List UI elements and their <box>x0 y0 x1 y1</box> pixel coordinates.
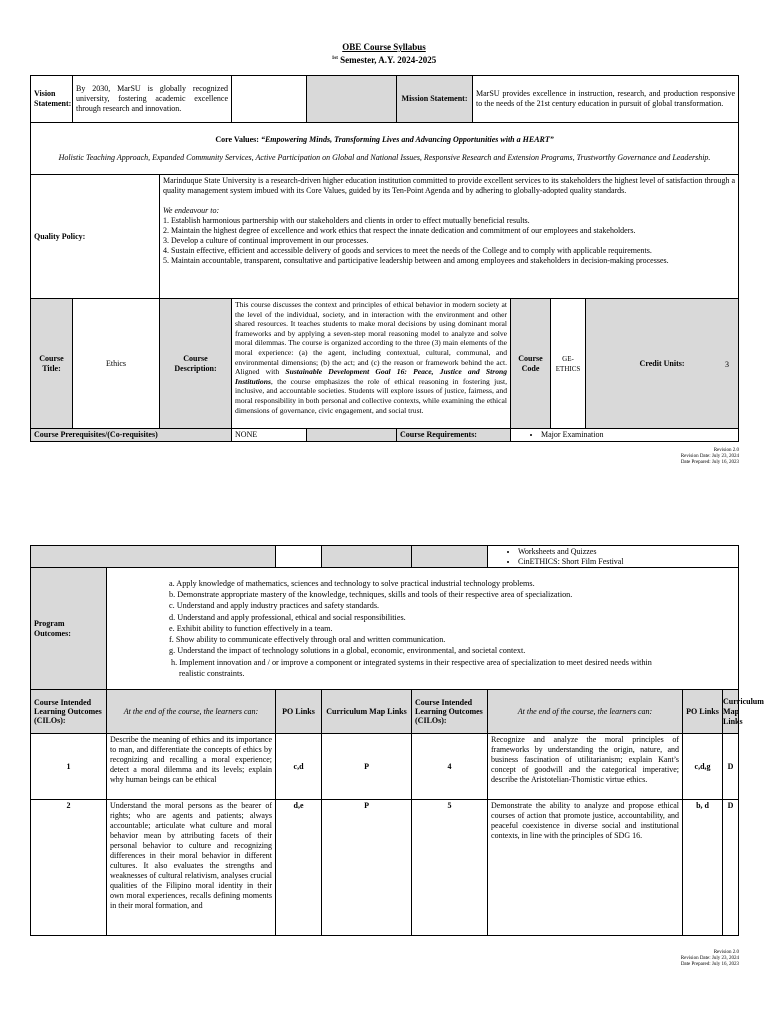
requirements-list <box>511 429 739 442</box>
qp-item: 1. Establish harmonious partnership with our stakeholders and clients in order to effect mutually beneficial results. <box>163 216 530 225</box>
cilo-header-left: Course Intended Learning Outcomes (CILOs): <box>31 690 107 734</box>
cilo-map-link: D <box>723 734 739 800</box>
course-title-label: Course Title: <box>31 299 73 429</box>
cilo-map-link: D <box>723 800 739 936</box>
quality-policy-body <box>160 175 739 299</box>
revision-date: Revision Date: July 23, 2024 <box>680 956 739 961</box>
cilo-text: Understand the moral persons as the bearer of rights; who are agents and patients; always accountable; articulate what culture and moral behavior mean by attributing facets of their personal behavior to culture and recognizing differences in their moral behavior in different cultures. It also evaluates the strengths and weaknesses of cultural relativism, analyses crucial qualities of the Filipino moral identity in their own moral experiences, recalls defining moments in their moral formation, and <box>107 800 276 936</box>
requirements-list-cont <box>488 546 739 568</box>
course-title: Ethics <box>73 299 160 429</box>
req-continue-gray2 <box>322 546 412 568</box>
cilo-header-right: Course Intended Learning Outcomes (CILOs): <box>412 690 488 734</box>
credit-units: 3 <box>725 360 729 369</box>
revision-info <box>681 950 739 968</box>
po-item: c. Understand and apply industry practices and safety standards. <box>169 601 380 611</box>
cilo-intro-right: At the end of the course, the learners can: <box>488 690 683 734</box>
cilo-po-links: b, d <box>683 800 723 936</box>
cilo-map-link: P <box>322 800 412 936</box>
cilo-po-links: c,d,g <box>683 734 723 800</box>
cilo-text: Describe the meaning of ethics and its importance to man, and differentiate the concepts of ethics by recognizing and recalling a moral experience; detect a moral dilemma and its levels; explain why human beings can be ethical <box>107 734 276 800</box>
po-item: d. Understand and apply professional, ethical and social responsibilities. <box>169 612 406 622</box>
prereq-value: NONE <box>232 429 307 442</box>
semester-sup: 1st <box>331 56 338 61</box>
qp-item: 3. Develop a culture of continual improvement in our processes. <box>163 236 369 245</box>
req-continue-gray <box>31 546 276 568</box>
revision-info <box>681 448 739 466</box>
po-item: e. Exhibit ability to function effectively in a team. <box>169 623 333 633</box>
course-description: This course discusses the context and principles of ethical behavior in modern society at the level of the individual, society, and in interaction with the environment and other shared resources. It teaches students to make moral decisions by using dominant moral frameworks and by applying a seven-step moral reasoning model to analyze and solve moral dilemmas. The course is organized according to the three (3) main elements of the moral experience: (a) the agent, including contextual, cultural, communal, and environmental dimensions; (b) the act; and (c) the reason or framework behind the act. Aligned with Sustainable Development Goal 16: Peace, Justice and Strong Institutions, the course emphasizes the role of ethical reasoning in fostering just, inclusive, and accountable societies. Students will explore issues of justice, fairness, and moral responsibility in both personal and collective contexts, while examining the ethical dimensions of governance, civic engagement, and social trust. <box>232 299 511 429</box>
syllabus-title: OBE Course Syllabus <box>342 42 426 52</box>
req-continue-blank <box>276 546 322 568</box>
core-values-label: Core Values: <box>215 134 259 144</box>
cilo-po-links: c,d <box>276 734 322 800</box>
po-tail: realistic constraints. <box>179 669 245 679</box>
po-item: h. Implement innovation and / or improve a component or integrated systems in their respective area of specialization to meet desired needs within <box>171 657 652 667</box>
revision-date: Revision Date: July 23, 2024 <box>680 454 739 459</box>
cilo-number: 1 <box>31 734 107 800</box>
map-links-header-left: Curriculum Map Links <box>322 690 412 734</box>
vision-label: Vision Statement: <box>31 76 73 123</box>
vision-blank <box>232 76 307 123</box>
prereq-gray <box>307 429 397 442</box>
po-links-header-left: PO Links <box>276 690 322 734</box>
requirements-label: Course Requirements: <box>397 429 511 442</box>
semester-text: Semester, A.Y. 2024-2025 <box>340 55 437 65</box>
vision-gray <box>307 76 397 123</box>
syllabus-table-page1 <box>30 75 739 442</box>
course-code-label: Course Code <box>511 299 551 429</box>
revision-version: Revision 2.0 <box>713 448 739 453</box>
quality-policy-intro: Marinduque State University is a research-driven higher education institution committed to provide excellent services to its stakeholders the highest level of satisfaction through a quality management system imbued with its Core Values, guided by its Ten-Point Agenda and by adhering to globally-adopted quality standards. <box>163 176 736 195</box>
qp-item: 5. Maintain accountable, transparent, consultative and participative leadership between and among employees and stakeholders in decision-making processes. <box>163 256 669 265</box>
syllabus-header <box>0 42 768 66</box>
date-prepared: Date Prepared: July 16, 2023 <box>680 460 739 465</box>
po-item: g. Understand the impact of technology solutions in a global, economic, environmental, and societal context. <box>169 646 526 656</box>
qp-item: 2. Maintain the highest degree of excellence and work ethics that respect the innate dedication and commitment of our employees and stakeholders. <box>163 226 636 235</box>
prereq-label: Course Prerequisites/(Co-requisites) <box>31 429 232 442</box>
vision-text: By 2030, MarSU is globally recognized university, fostering academic excellence through research and innovation. <box>73 76 232 123</box>
cilo-number: 4 <box>412 734 488 800</box>
req-continue-gray3 <box>412 546 488 568</box>
program-outcomes-label: Program Outcomes: <box>31 568 107 690</box>
po-links-header-right: PO Links <box>683 690 723 734</box>
cilo-number: 5 <box>412 800 488 936</box>
quality-policy-endeavour: We endeavour to: <box>163 206 220 215</box>
po-item: f. Show ability to communicate effectively through oral and written communication. <box>169 635 446 645</box>
cilo-text: Demonstrate the ability to analyze and propose ethical courses of action that promote justice, accountability, and peaceful coexistence in diverse social and institutional contexts, in line with the principles of SDG 16. <box>488 800 683 936</box>
cilo-map-link: P <box>322 734 412 800</box>
program-outcomes-body <box>107 568 739 690</box>
revision-version: Revision 2.0 <box>713 950 739 955</box>
date-prepared: Date Prepared: July 16, 2023 <box>680 962 739 967</box>
core-values <box>31 123 739 175</box>
qp-item: 4. Sustain effective, efficient and accessible delivery of goods and services to meet the needs of the College and to comply with applicable requirements. <box>163 246 652 255</box>
po-item: a. Apply knowledge of mathematics, sciences and technology to solve practical industrial technology problems. <box>169 578 535 588</box>
mission-text: MarSU provides excellence in instruction, research, and production responsive to the needs of the 21st century education in pursuit of global transformation. <box>473 76 739 123</box>
course-desc-label: Course Description: <box>160 299 232 429</box>
course-code: GE-ETHICS <box>551 299 586 429</box>
credit-units-label: Credit Units: <box>586 299 739 429</box>
requirement-item: • Worksheets and Quizzes <box>518 547 738 557</box>
po-item: b. Demonstrate appropriate mastery of the knowledge, techniques, skills and tools of their respective area of specialization. <box>169 589 573 599</box>
core-values-quote: “Empowering Minds, Transforming Lives and Advancing Opportunities with a HEART” <box>260 134 554 144</box>
cilo-po-links: d,e <box>276 800 322 936</box>
semester-line <box>0 53 768 66</box>
requirement-item: • Major Examination <box>541 430 738 440</box>
core-values-heart: Holistic Teaching Approach, Expanded Community Services, Active Participation on Global and National Issues, Responsive Research and Extension Programs, Trustworthy Governance and Leadership. <box>58 152 711 162</box>
cilo-number: 2 <box>31 800 107 936</box>
syllabus-table-page2 <box>30 545 764 936</box>
quality-policy-label: Quality Policy: <box>31 175 160 299</box>
requirement-item: • CinETHICS: Short Film Festival <box>518 557 738 567</box>
map-links-header-right: Curriculum Map Links <box>723 690 739 734</box>
cilo-text: Recognize and analyze the moral principles of frameworks by understanding the origin, nature, and business fascination of utilitarianism; explain Kant’s concept of goodwill and the categorical imperative; describe the Aristotelian-Thomistic virtue ethics. <box>488 734 683 800</box>
cilo-intro-left: At the end of the course, the learners can: <box>107 690 276 734</box>
mission-label: Mission Statement: <box>397 76 473 123</box>
